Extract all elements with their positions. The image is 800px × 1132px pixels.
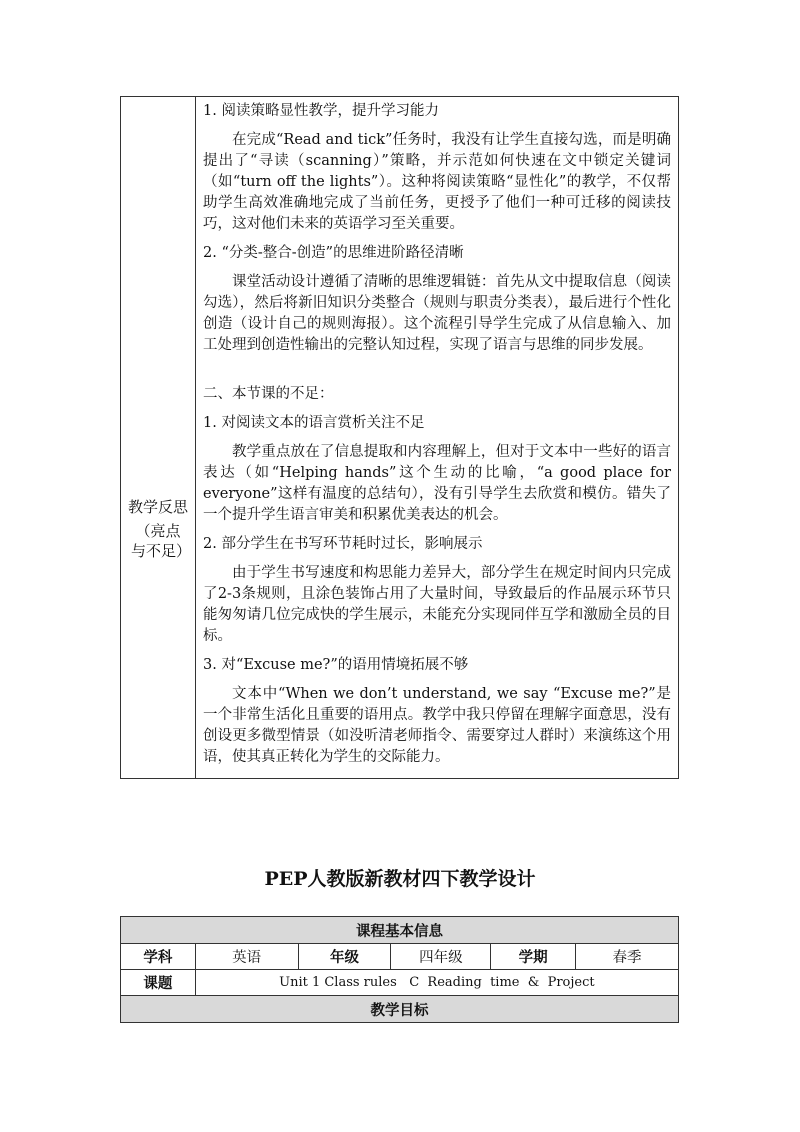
column-divider	[195, 97, 196, 778]
term-value: 春季	[576, 944, 679, 970]
strength-2-paragraph: 课堂活动设计遵循了清晰的思维逻辑链：首先从文中提取信息（阅读勾选），然后将新旧知识分类整合（规则与职责分类表），最后进行个性化创造（设计自己的规则海报）。这个流程引导学生完成了从信息输入、加工处理到创造性输出的完整认知过程，实现了语言与思维的同步发展。	[203, 274, 671, 353]
grade-value: 四年级	[391, 944, 491, 970]
topic-value: Unit 1 Class rules C Reading time & Project	[195, 970, 678, 996]
subject-value: 英语	[195, 944, 298, 970]
reflection-label-cell	[121, 497, 195, 561]
subject-label: 学科	[121, 944, 196, 970]
grade-label: 年级	[298, 944, 391, 970]
shortcoming-3-paragraph: 文本中“When we don’t understand, we say “Excuse me?”是一个非常生活化且重要的语用点。教学中我只停留在理解字面意思，没有创设更多微型情景（如没听清老师指令、需要穿过人群时）来演练这个用语，使其真正转化为学生的交际能力。	[203, 686, 671, 765]
strength-1-paragraph: 在完成“Read and tick”任务时，我没有让学生直接勾选，而是明确提出了“寻读（scanning）”策略，并示范如何快速在文中锁定关键词（如“turn off the lights”）。这种将阅读策略“显性化”的教学，不仅帮助学生高效准确地完成了当前任务，更授予了他们一种可迁移的阅读技巧，这对他们未来的英语学习至关重要。	[203, 132, 671, 232]
course-info-table	[120, 916, 679, 1023]
shortcoming-1-paragraph: 教学重点放在了信息提取和内容理解上，但对于文本中一些好的语言表达（如“Helping hands”这个生动的比喻，“a good place for everyone”这样有温度的总结句），没有引导学生去欣赏和模仿。错失了一个提升学生语言审美和积累优美表达的机会。	[203, 444, 671, 523]
strength-1-heading: 1. 阅读策略显性教学，提升学习能力	[203, 103, 439, 119]
teaching-goals-header: 教学目标	[121, 996, 679, 1023]
shortcomings-heading: 二、本节课的不足：	[203, 386, 334, 402]
reflection-sublabel: （亮点与不足）	[131, 522, 192, 560]
document-title: PEP人教版新教材四下教学设计	[264, 868, 536, 890]
reflection-table	[120, 96, 679, 779]
course-info-header: 课程基本信息	[121, 917, 679, 944]
reflection-content	[203, 101, 671, 768]
term-label: 学期	[491, 944, 576, 970]
shortcoming-1-heading: 1. 对阅读文本的语言赏析关注不足	[203, 415, 425, 431]
strength-2-heading: 2. “分类-整合-创造”的思维进阶路径清晰	[203, 245, 464, 261]
shortcoming-2-paragraph: 由于学生书写速度和构思能力差异大，部分学生在规定时间内只完成了2-3条规则，且涂色装饰占用了大量时间，导致最后的作品展示环节只能匆匆请几位完成快的学生展示，未能充分实现同伴互学和激励全员的目标。	[203, 565, 671, 644]
shortcoming-3-heading: 3. 对“Excuse me?”的语用情境拓展不够	[203, 657, 469, 673]
shortcoming-2-heading: 2. 部分学生在书写环节耗时过长，影响展示	[203, 536, 483, 552]
topic-label: 课题	[121, 970, 196, 996]
reflection-label: 教学反思	[127, 498, 188, 516]
